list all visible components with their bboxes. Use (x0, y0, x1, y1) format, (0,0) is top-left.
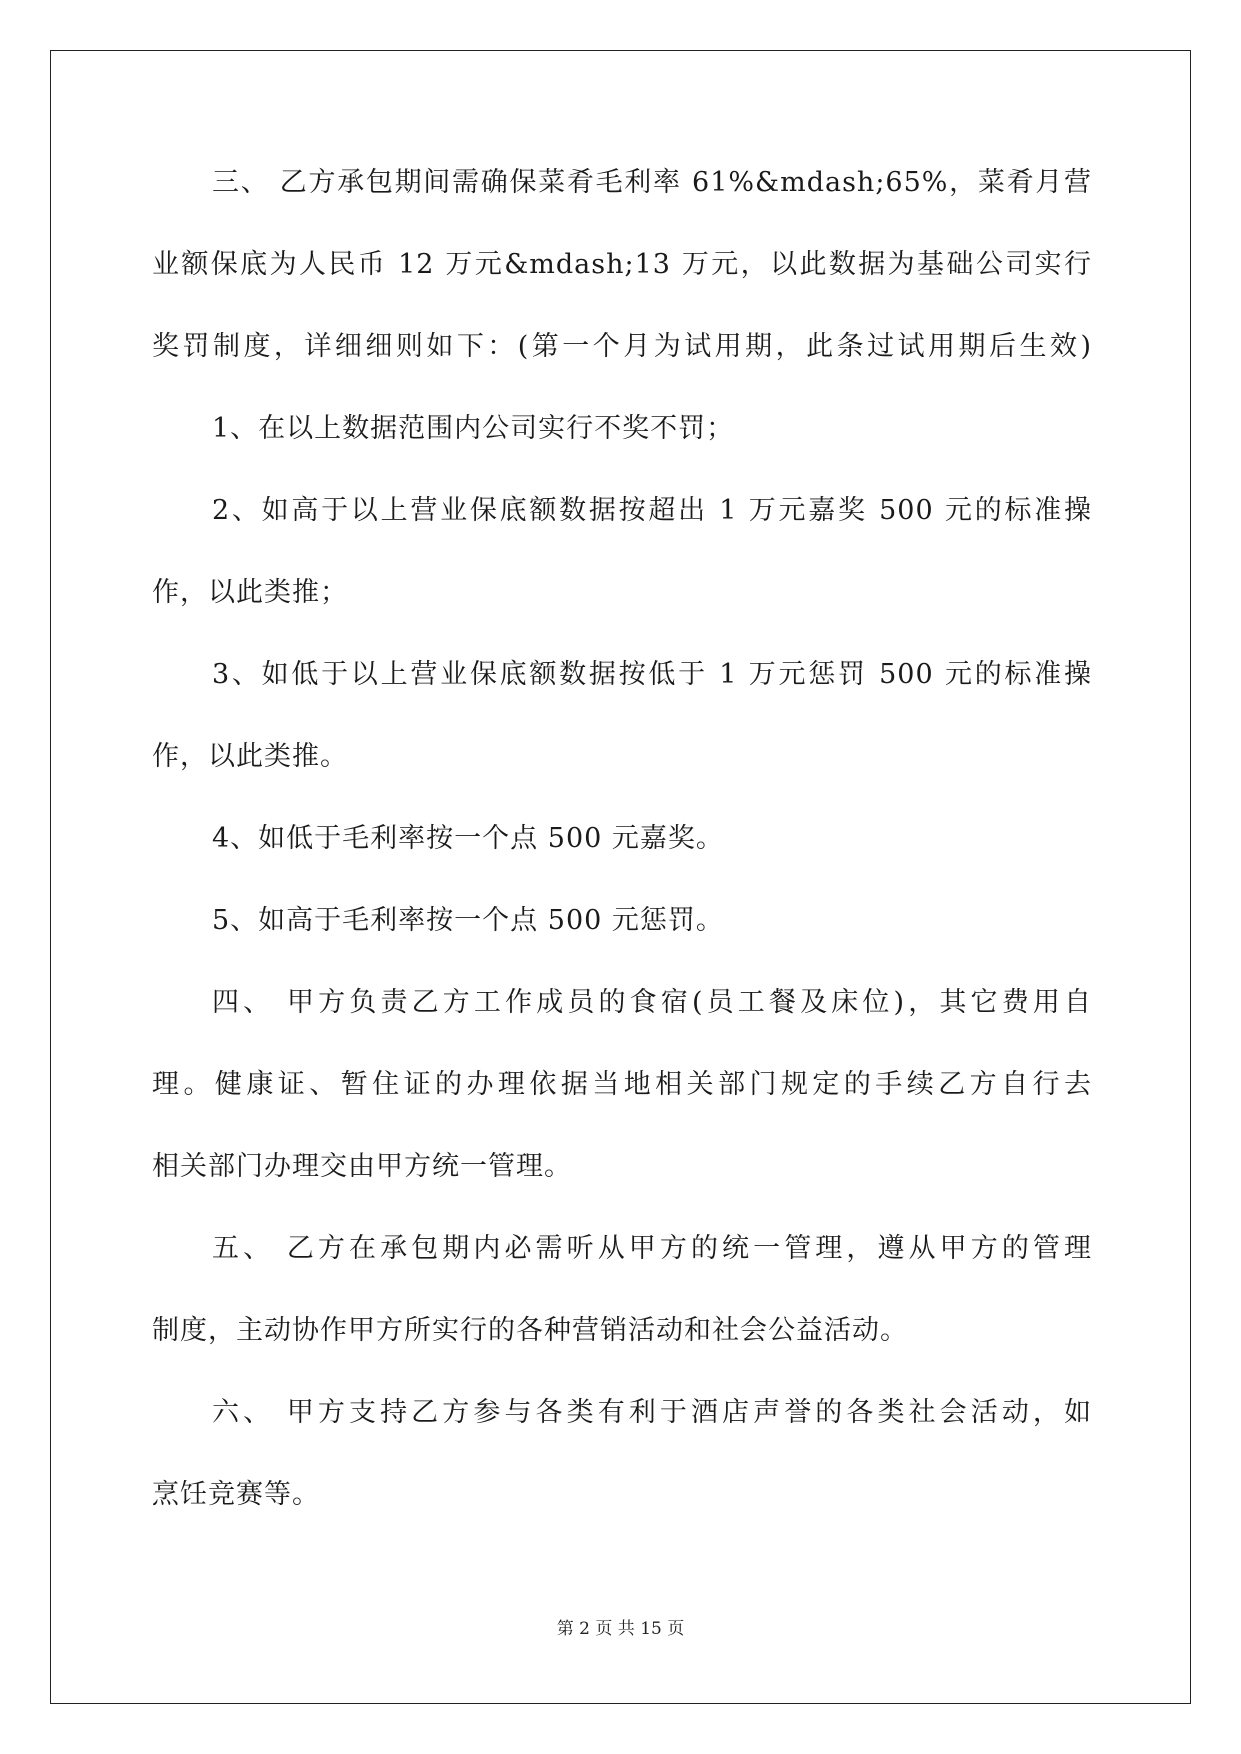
rule-item-4: 4、如低于毛利率按一个点 500 元嘉奖。 (212, 823, 724, 854)
paragraph-4-line-1: 四、 甲方负责乙方工作成员的食宿(员工餐及床位)，其它费用自 (212, 987, 1092, 1018)
paragraph-6-line-1: 六、 甲方支持乙方参与各类有利于酒店声誉的各类社会活动，如 (212, 1397, 1092, 1428)
paragraph-4-line-3: 相关部门办理交由甲方统一管理。 (152, 1151, 572, 1182)
paragraph-3-line-2: 业额保底为人民币 12 万元&mdash;13 万元，以此数据为基础公司实行 (152, 249, 1092, 280)
paragraph-5-line-1: 五、 乙方在承包期内必需听从甲方的统一管理，遵从甲方的管理 (212, 1233, 1092, 1264)
paragraph-6-line-2: 烹饪竞赛等。 (152, 1479, 320, 1510)
paragraph-5-line-2: 制度，主动协作甲方所实行的各种营销活动和社会公益活动。 (152, 1315, 908, 1346)
rule-item-3-line-2: 作，以此类推。 (152, 741, 348, 772)
page-number-footer: 第 2 页 共 15 页 (556, 1619, 685, 1639)
paragraph-3-line-3: 奖罚制度，详细细则如下：(第一个月为试用期，此条过试用期后生效) (152, 331, 1092, 362)
paragraph-4-line-2: 理。健康证、暂住证的办理依据当地相关部门规定的手续乙方自行去 (152, 1069, 1092, 1100)
rule-item-3-line-1: 3、如低于以上营业保底额数据按低于 1 万元惩罚 500 元的标准操 (212, 659, 1092, 690)
rule-item-2-line-2: 作，以此类推； (152, 577, 348, 608)
rule-item-5: 5、如高于毛利率按一个点 500 元惩罚。 (212, 905, 724, 936)
rule-item-2-line-1: 2、如高于以上营业保底额数据按超出 1 万元嘉奖 500 元的标准操 (212, 495, 1092, 526)
rule-item-1: 1、在以上数据范围内公司实行不奖不罚； (212, 413, 735, 444)
paragraph-3-line-1: 三、 乙方承包期间需确保菜肴毛利率 61%&mdash;65%，菜肴月营 (212, 167, 1092, 198)
document-body (152, 163, 1092, 1557)
